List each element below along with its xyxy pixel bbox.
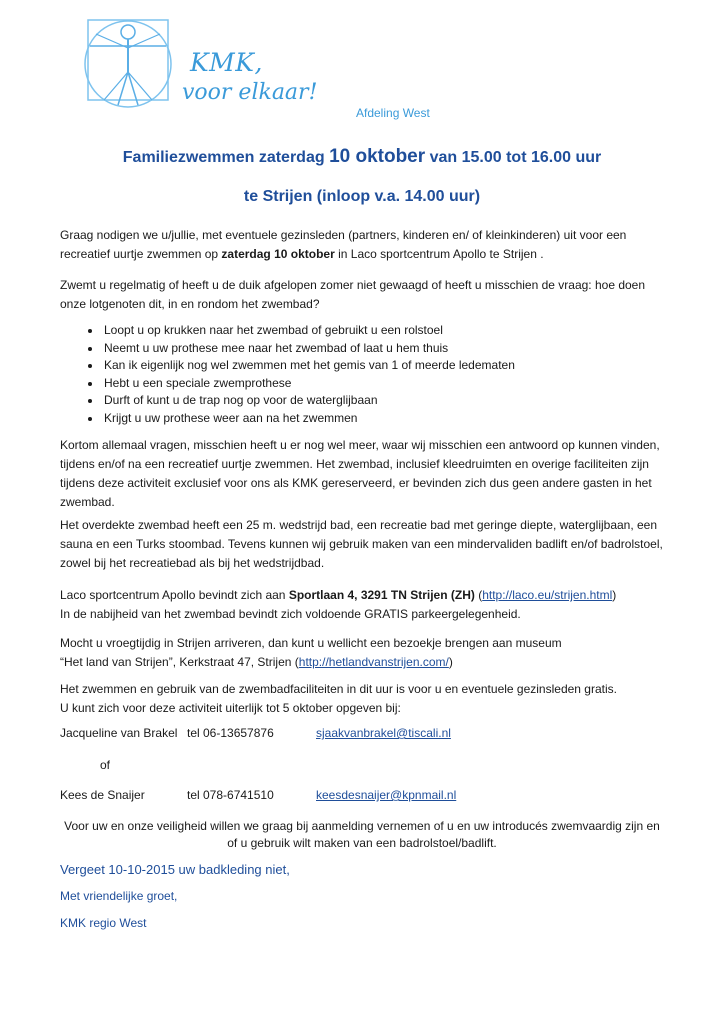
signup-text: U kunt zich voor deze activiteit uiterlijk tot 5 oktober opgeven bij: bbox=[60, 701, 401, 715]
location-text: Laco sportcentrum Apollo bevindt zich aan bbox=[60, 588, 289, 602]
free-text: Het zwemmen en gebruik van de zwembadfaciliteiten in dit uur is voor u en eventuele gezinsleden gratis. bbox=[60, 682, 617, 696]
museum-address: “Het land van Strijen”, Kerkstraat 47, Strijen ( bbox=[60, 655, 299, 669]
laco-link[interactable]: http://laco.eu/strijen.html bbox=[482, 588, 613, 602]
list-item: • Loopt u op krukken naar het zwembad of gebruikt u een rolstoel bbox=[102, 322, 662, 340]
location-address: Sportlaan 4, 3291 TN Strijen (ZH) bbox=[288, 588, 475, 602]
page-subtitle: te Strijen (inloop v.a. 14.00 uur) bbox=[243, 188, 481, 205]
page-title bbox=[0, 146, 724, 168]
title-prefix: Familiezwemmen zaterdag bbox=[122, 149, 330, 166]
logo-text-line1: KMK, bbox=[190, 48, 263, 77]
contact-name: Kees de Snaijer bbox=[60, 788, 145, 802]
department-label: Afdeling West bbox=[356, 106, 430, 120]
contact-name: Jacqueline van Brakel bbox=[60, 726, 178, 740]
location-paren-open: ( bbox=[474, 588, 483, 602]
list-item: • Neemt u uw prothese mee naar het zwembad of laat u hem thuis bbox=[102, 340, 662, 358]
list-item: • Durft of kunt u de trap nog op voor de waterglijbaan bbox=[102, 392, 662, 410]
exclusive-paragraph: Kortom allemaal vragen, misschien heeft u er nog wel meer, waar wij misschien een antwoord op kunnen vinden, tijdens en/of na een recreatief uurtje zwemmen. Het zwembad, inclusief kleedruimten en overige faciliteiten zijn tijdens deze activiteit exclusief voor ons als KMK gereserveerd, er bevinden zich dus geen andere gasten in het zwembad. bbox=[60, 438, 660, 509]
contact-phone: tel 06-13657876 bbox=[187, 726, 274, 740]
list-item: • Krijgt u uw prothese weer aan na het zwemmen bbox=[102, 410, 662, 428]
question-paragraph: Zwemt u regelmatig of heeft u de duik afgelopen zomer niet gewaagd of heeft u misschien de vraag: hoe doen onze lotgenoten dit, in en rondom het zwembad? bbox=[60, 278, 646, 311]
intro-paragraph bbox=[60, 226, 664, 264]
signup-paragraph bbox=[60, 680, 664, 718]
list-item: • Hebt u een speciale zwemprothese bbox=[102, 375, 662, 393]
contact-email-link[interactable]: sjaakvanbrakel@tiscali.nl bbox=[316, 726, 451, 740]
intro-text-end: in Laco sportcentrum Apollo te Strijen . bbox=[334, 247, 544, 261]
location-paragraph bbox=[60, 586, 664, 624]
closing-reminder: Vergeet 10-10-2015 uw badkleding niet, bbox=[60, 862, 290, 877]
logo-text-line2: voor elkaar! bbox=[182, 80, 318, 105]
museum-paragraph bbox=[60, 634, 664, 672]
kmk-logo-icon bbox=[82, 10, 174, 110]
museum-paren-close: ) bbox=[448, 655, 453, 669]
title-suffix: van 15.00 tot 16.00 uur bbox=[425, 149, 602, 166]
intro-text: Graag nodigen we u/jullie, met eventuele gezinsleden (partners, kinderen en/ of kleinkinderen) uit voor een recreatief uurtje zwemmen op bbox=[60, 228, 627, 261]
facilities-paragraph: Het overdekte zwembad heeft een 25 m. wedstrijd bad, een recreatie bad met geringe diepte, waterglijbaan, een sauna en een Turks stoombad. Tevens kunnen wij gebruik maken van een mindervaliden badlift en/of badrolstoel, zowel bij het recreatiebad als bij het wedstrijdbad. bbox=[60, 518, 663, 570]
museum-link[interactable]: http://hetlandvanstrijen.com/ bbox=[298, 655, 449, 669]
safety-note: Voor uw en onze veiligheid willen we graag bij aanmelding vernemen of u en uw introducés zwemvaardig zijn en of u gebruik wilt maken van een badrolstoel/badlift. bbox=[64, 819, 660, 850]
closing-greeting: Met vriendelijke groet, bbox=[60, 889, 178, 903]
closing-signature: KMK regio West bbox=[60, 916, 147, 930]
contact-phone: tel 078-6741510 bbox=[187, 788, 274, 802]
list-item: • Kan ik eigenlijk nog wel zwemmen met het gemis van 1 of meerde ledematen bbox=[102, 357, 662, 375]
location-paren-close: ) bbox=[612, 588, 617, 602]
question-list bbox=[60, 322, 662, 427]
museum-text: Mocht u vroegtijdig in Strijen arriveren, dan kunt u wellicht een bezoekje brengen aan museum bbox=[60, 636, 562, 650]
parking-text: In de nabijheid van het zwembad bevindt zich voldoende GRATIS parkeergelegenheid. bbox=[60, 607, 521, 621]
title-date: 10 oktober bbox=[329, 146, 426, 167]
or-label: of bbox=[100, 758, 111, 772]
contact-email-link[interactable]: keesdesnaijer@kpnmail.nl bbox=[316, 788, 457, 802]
intro-date-bold: zaterdag 10 oktober bbox=[221, 247, 335, 261]
